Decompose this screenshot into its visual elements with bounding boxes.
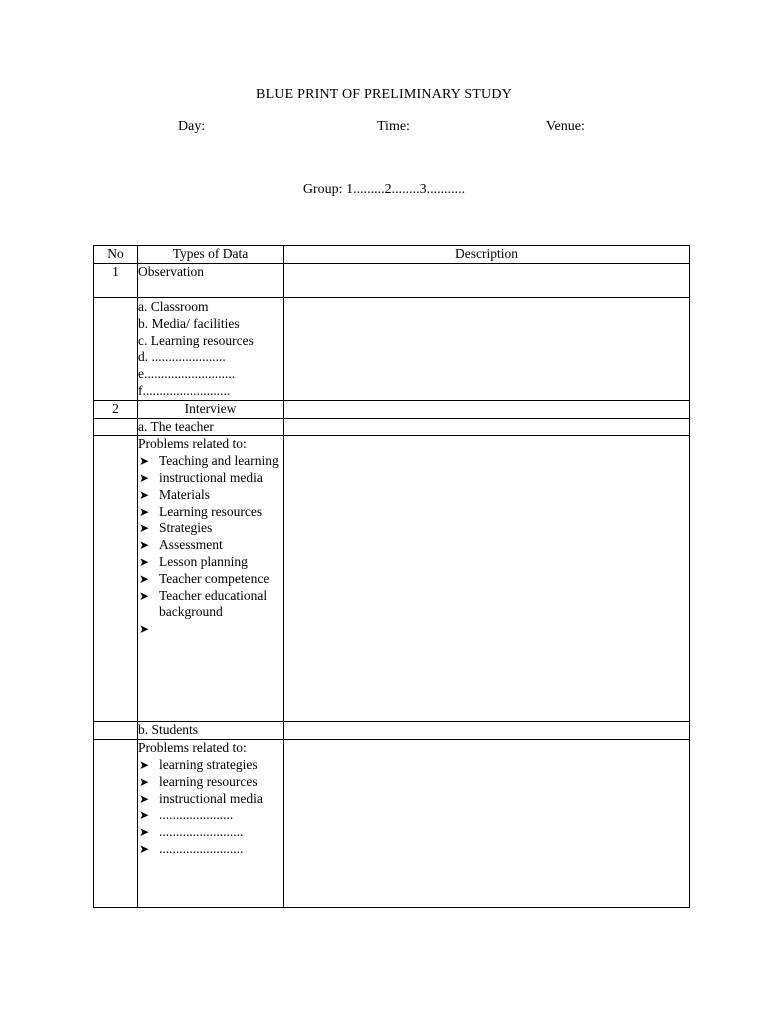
row-number-empty — [94, 740, 138, 908]
description-cell[interactable] — [284, 418, 690, 436]
arrowhead-bullet-icon: ➤ — [139, 774, 150, 789]
list-item: ➤ ......................... — [139, 840, 244, 856]
arrowhead-bullet-icon: ➤ — [139, 454, 150, 469]
students-problems — [138, 740, 284, 908]
table-header-row — [94, 246, 690, 264]
teacher-problem-list — [138, 453, 283, 637]
row-number-empty — [94, 436, 138, 722]
list-item: c. Learning resources — [138, 332, 254, 348]
arrowhead-bullet-icon: ➤ — [139, 554, 150, 569]
student-problem-list — [138, 757, 283, 858]
teacher-label: a. The teacher — [138, 418, 284, 436]
description-cell[interactable] — [284, 436, 690, 722]
list-item: ➤ Learning resources — [139, 503, 263, 519]
list-item: ➤ learning strategies — [139, 756, 258, 772]
arrowhead-bullet-icon: ➤ — [139, 571, 150, 586]
blueprint-table — [93, 245, 690, 908]
list-item: ➤ learning resources — [139, 773, 258, 789]
arrowhead-bullet-icon: ➤ — [139, 791, 150, 806]
table-row — [94, 740, 690, 908]
list-item: ➤ Teacher competence — [139, 570, 270, 586]
list-item: ➤ Teaching and learning — [139, 453, 279, 469]
arrowhead-bullet-icon: ➤ — [139, 622, 150, 637]
list-item: e........................... — [138, 366, 236, 382]
list-item: a. Classroom — [138, 299, 209, 314]
description-cell[interactable] — [284, 740, 690, 908]
arrowhead-bullet-icon: ➤ — [139, 588, 150, 603]
table-row — [94, 400, 690, 418]
row-number-empty — [94, 722, 138, 740]
description-cell[interactable] — [284, 298, 690, 401]
arrowhead-bullet-icon: ➤ — [139, 487, 150, 502]
header-no: No — [94, 246, 138, 264]
row-number: 1 — [94, 264, 138, 298]
list-item: ➤ ......................... — [139, 824, 244, 840]
list-item: d. ...................... — [138, 349, 226, 365]
document-title: BLUE PRINT OF PRELIMINARY STUDY — [256, 87, 512, 102]
arrowhead-bullet-icon: ➤ — [139, 504, 150, 519]
list-item: ➤ Teacher educational background — [139, 587, 268, 620]
table-row — [94, 418, 690, 436]
table-row — [94, 722, 690, 740]
problems-label: Problems related to: — [138, 740, 247, 756]
problems-label: Problems related to: — [138, 436, 247, 452]
list-item: ➤ Materials — [139, 486, 210, 502]
description-cell[interactable] — [284, 722, 690, 740]
list-item: ➤ Strategies — [139, 520, 213, 536]
description-cell[interactable] — [284, 264, 690, 298]
venue-label: Venue: — [546, 119, 585, 134]
day-label: Day: — [178, 119, 206, 134]
arrowhead-bullet-icon: ➤ — [139, 538, 150, 553]
arrowhead-bullet-icon: ➤ — [139, 521, 150, 536]
table-row — [94, 436, 690, 722]
table-row — [94, 298, 690, 401]
time-label: Time: — [377, 119, 410, 134]
row-number-empty — [94, 418, 138, 436]
teacher-problems — [138, 436, 284, 722]
observation-items — [138, 298, 284, 401]
students-label: b. Students — [138, 722, 284, 740]
group-line: Group: 1.........2........3........... — [302, 182, 466, 197]
description-cell[interactable] — [284, 400, 690, 418]
header-types: Types of Data — [138, 246, 284, 264]
list-item: ➤ instructional media — [139, 469, 263, 485]
list-item: ➤ ...................... — [139, 807, 234, 823]
list-item: ➤ Lesson planning — [139, 553, 248, 569]
row-number: 2 — [94, 400, 138, 418]
header-description: Description — [284, 246, 690, 264]
list-item: f.......................... — [138, 382, 231, 398]
arrowhead-bullet-icon: ➤ — [139, 808, 150, 823]
section-label-observation: Observation — [138, 264, 284, 298]
arrowhead-bullet-icon: ➤ — [139, 470, 150, 485]
row-number-empty — [94, 298, 138, 401]
list-item: ➤ Assessment — [139, 537, 223, 553]
list-item: b. Media/ facilities — [138, 315, 240, 331]
arrowhead-bullet-icon: ➤ — [139, 825, 150, 840]
list-item: ➤ instructional media — [139, 790, 263, 806]
table-row — [94, 264, 690, 298]
section-label-interview: Interview — [138, 400, 284, 418]
arrowhead-bullet-icon: ➤ — [139, 757, 150, 772]
arrowhead-bullet-icon: ➤ — [139, 841, 150, 856]
